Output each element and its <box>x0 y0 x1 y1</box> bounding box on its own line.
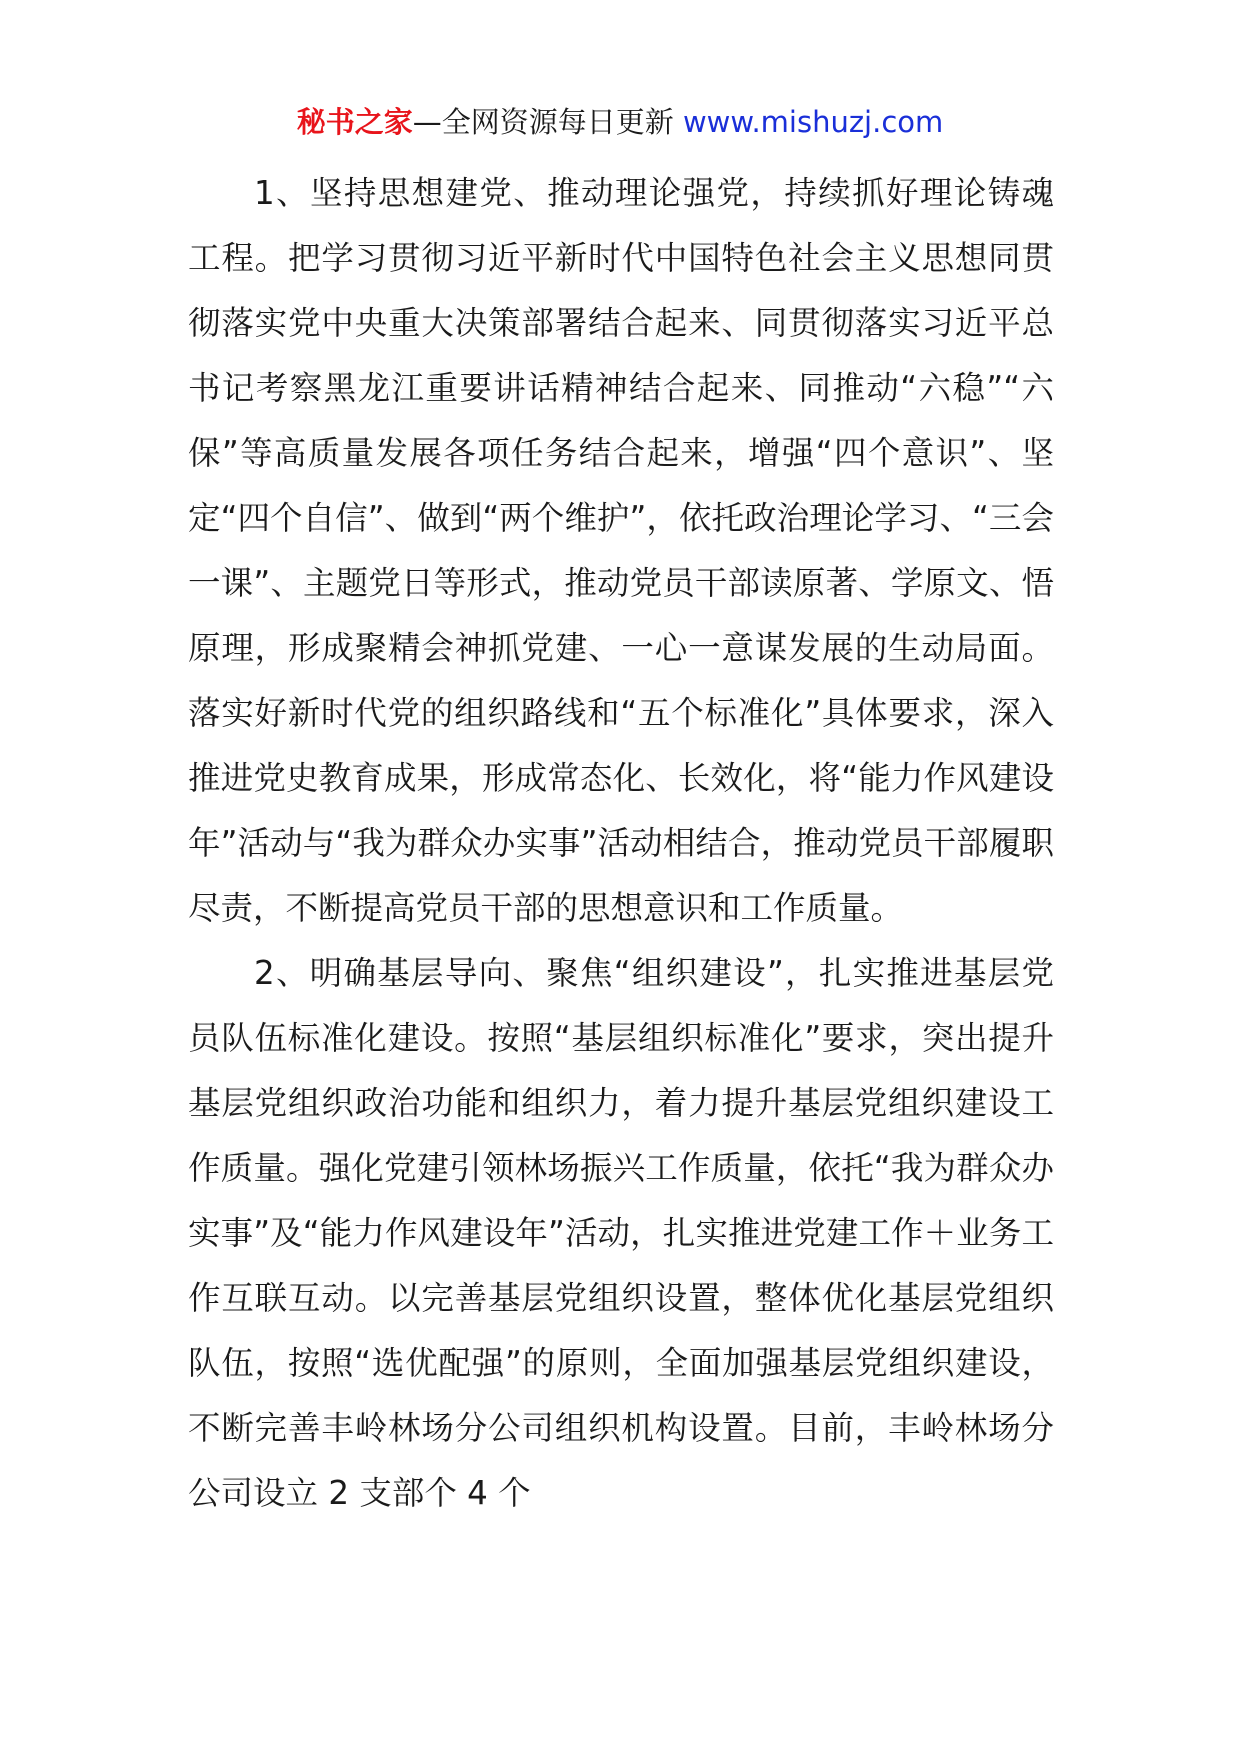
paragraph-2: 2、明确基层导向、聚焦“组织建设”，扎实推进基层党员队伍标准化建设。按照“基层组织标准化”要求，突出提升基层党组织政治功能和组织力，着力提升基层党组织建设工作质量。强化党建引领林场振兴工作质量，依托“我为群众办实事”及“能力作风建设年”活动，扎实推进党建工作＋业务工作互联互动。以完善基层党组织设置，整体优化基层党组织队伍，按照“选优配强”的原则，全面加强基层党组织建设，不断完善丰岭林场分公司组织机构设置。目前，丰岭林场分公司设立 2 支部个 4 个 <box>188 954 1054 1512</box>
header-tagline: —全网资源每日更新 <box>412 105 674 139</box>
brand-name: 秘书之家 <box>296 105 413 139</box>
site-url-link[interactable]: www.mishuzj.com <box>682 105 944 139</box>
site-header <box>0 100 1240 144</box>
document-body <box>188 161 1054 1526</box>
paragraph-1: 1、坚持思想建党、推动理论强党，持续抓好理论铸魂工程。把学习贯彻习近平新时代中国特色社会主义思想同贯彻落实党中央重大决策部署结合起来、同贯彻落实习近平总书记考察黑龙江重要讲话精神结合起来、同推动“六稳”“六保”等高质量发展各项任务结合起来，增强“四个意识”、坚定“四个自信”、做到“两个维护”，依托政治理论学习、“三会一课”、主题党日等形式，推动党员干部读原著、学原文、悟原理，形成聚精会神抓党建、一心一意谋发展的生动局面。落实好新时代党的组织路线和“五个标准化”具体要求，深入推进党史教育成果，形成常态化、长效化，将“能力作风建设年”活动与“我为群众办实事”活动相结合，推动党员干部履职尽责，不断提高党员干部的思想意识和工作质量。 <box>188 174 1054 927</box>
